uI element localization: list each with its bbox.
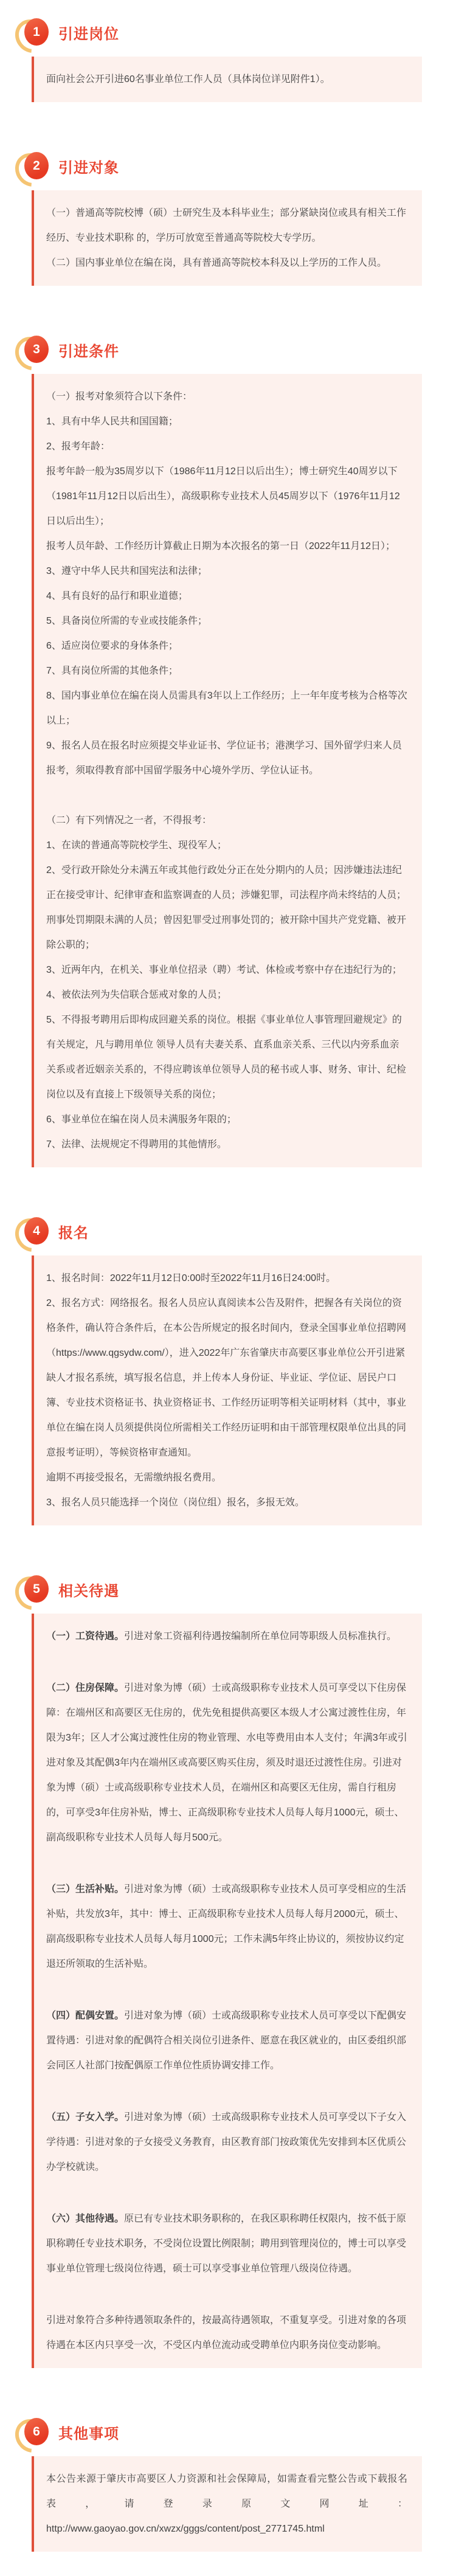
section-number-badge [20,17,50,47]
paragraph-lead: （六）其他待遇。 [46,2214,125,2224]
paragraph [46,1291,407,1465]
paragraph-text: 1、具有中华人民共和国国籍； [46,416,178,427]
paragraph-text: 4、具有良好的品行和职业道德； [46,591,188,601]
section-box [32,57,422,102]
paragraph [46,584,407,609]
paragraph [46,683,407,733]
paragraph [46,658,407,683]
paragraph-text: 原已有专业技术职务职称的，在我区职称聘任权限内，按不低于原职称聘任专业技术职务，不受岗位设置比例限制；聘用到管理岗位的，博士可以享受事业单位管理七级岗位待遇，硕士可以享受事业单位管理八级岗位待遇。 [46,2214,407,2274]
paragraph [46,1266,407,1291]
paragraph-text: 5、不得报考聘用后即构成回避关系的岗位。根据《事业单位人事管理回避规定》的有关规定，凡与聘用单位 领导人员有夫妻关系、直系血亲关系、三代以内旁系血亲关系或者近姻亲关系的，不得应聘该单位领导人员的秘书或人事、财务、审计、纪检岗位以及有直接上下级领导关系的岗位； [46,1015,407,1100]
paragraph-text: 逾期不再接受报名，无需缴纳报名费用。 [46,1473,222,1483]
paragraph [46,559,407,584]
paragraph-text: 引进对象为博（硕）士或高级职称专业技术人员可享受以下住房保障：在端州区和高要区无住房的，优先免租提供高要区本级人才公寓过渡性住房，年限为3年；区人才公寓过渡性住房的物业管理、水电等费用由本人支付；年满3年或引进对象及其配偶3年内在端州区或高要区购买住房，须及时退还过渡性住房。引进对象为博（硕）士或高级职称专业技术人员，在端州区和高要区无住房，需自行租房的，可享受3年住房补贴，博士、正高级职称专业技术人员每人每月1000元，硕士、副高级职称专业技术人员每人每月500元。 [46,1683,407,1843]
paragraph [46,459,407,534]
paragraph [46,1107,407,1132]
section-box [32,190,422,286]
paragraph-text: （一）普通高等院校博（硕）士研究生及本科毕业生；部分紧缺岗位或具有相关工作经历、专业技术职称 的，学历可放宽至普通高等院校大专学历。 [46,208,407,243]
paragraph [46,384,407,409]
paragraph-text: 3、遵守中华人民共和国宪法和法律； [46,566,207,576]
paragraph-lead: （二）住房保障。 [46,1683,125,1693]
section-title: 其他事项 [58,2425,119,2442]
announcement [0,17,456,2552]
section [0,151,456,286]
paragraph [46,1877,407,1977]
section-number: 2 [24,152,49,179]
section-title: 引进岗位 [58,26,119,43]
section-number: 3 [24,336,49,363]
paragraph-text: 4、被依法列为失信联合惩戒对象的人员； [46,990,227,1000]
section-number: 1 [24,18,49,46]
section-title: 报名 [58,1224,89,1241]
paragraph-lead: （三）生活补贴。 [46,1884,125,1894]
paragraph [46,2308,407,2358]
paragraph [46,958,407,982]
paragraph-text: 引进对象为博（硕）士或高级职称专业技术人员可享受相应的生活补贴，共发放3年，其中：博士、正高级职称专业技术人员每人每月2000元，硕士、副高级职称专业技术人员每人每月1000元；工作未满5年终止协议的，须按协议约定退还所领取的生活补贴。 [46,1884,407,1969]
paragraph-text: 2、受行政开除处分未满五年或其他行政处分正在处分期内的人员；因涉嫌违法违纪正在接受审计、纪律审查和监察调查的人员；涉嫌犯罪，司法程序尚未终结的人员；刑事处罚期限未满的人员；曾因犯罪受过刑事处罚的；被开除中国共产党党籍、被开除公职的； [46,865,407,950]
paragraph [46,982,407,1007]
section-number-badge [20,1574,50,1604]
paragraph [46,1007,407,1107]
paragraph [46,1132,407,1157]
paragraph [46,634,407,658]
paragraph-text: 7、具有岗位所需的其他条件； [46,666,178,676]
paragraph-text: 引进对象为博（硕）士或高级职称专业技术人员可享受以下子女入学待遇：引进对象的子女接受义务教育，由区教育部门按政策优先安排到本区优质公办学校就读。 [46,2112,407,2172]
section-title: 相关待遇 [58,1583,119,1600]
paragraph-text: 1、在读的普通高等院校学生、现役军人； [46,840,227,851]
paragraph-text: 2、报名方式：网络报名。报名人员应认真阅读本公告及附件，把握各有关岗位的资格条件，确认符合条件后，在本公告所规定的报名时间内，登录全国事业单位招聘网（https://www.qgsydw.com/），进入2022年广东省肇庆市高要区事业单位公开引进紧缺人才报名系统，填写报名信息，并上传本人身份证、毕业证、学位证、居民户口簿、专业技术资格证书、执业资格证书、工作经历证明等相关证明材料（其中，事业单位在编在岗人员须提供岗位所需相关工作经历证明和由干部管理权限单位出具的同意报考证明），等候资格审查通知。 [46,1298,407,1458]
source-url: http://www.gaoyao.gov.cn/xwzx/gggs/content/post_2771745.html [46,2524,325,2534]
paragraph [46,2105,407,2180]
paragraph [46,733,407,783]
section-number-badge [20,2417,50,2447]
paragraph-lead: （一）工资待遇。 [46,1631,125,1642]
paragraph [46,833,407,858]
paragraph [46,2003,407,2078]
section [0,1216,456,1525]
section-number-badge [20,1216,50,1246]
paragraph-text: 3、报名人员只能选择一个岗位（岗位组）报名，多报无效。 [46,1497,305,1508]
paragraph-text: （一）报考对象须符合以下条件： [46,392,193,402]
paragraph-lead: （五）子女入学。 [46,2112,125,2122]
section [0,334,456,1167]
section [0,17,456,102]
paragraph [46,434,407,459]
paragraph-text: 6、适应岗位要求的身体条件； [46,641,178,651]
section-heading [20,151,456,181]
section-number-badge [20,151,50,181]
section-number-badge [20,334,50,365]
section-heading [20,1216,456,1246]
paragraph [46,1465,407,1490]
paragraph [46,201,407,250]
paragraph-text: 2、报考年龄： [46,441,110,452]
paragraph-text: 9、报名人员在报名时应须提交毕业证书、学位证书；港澳学习、国外留学归来人员报考，须取得教育部中国留学服务中心境外学历、学位认证书。 [46,741,402,776]
paragraph-text: 报考年龄一般为35周岁以下（1986年11月12日以后出生）；博士研究生40周岁以下（1981年11月12日以后出生），高级职称专业技术人员45周岁以下（1976年11月12日以后出生）； [46,466,400,527]
paragraph-text: （二）国内事业单位在编在岗，具有普通高等院校本科及以上学历的工作人员。 [46,258,387,268]
section [0,2417,456,2552]
paragraph [46,2467,407,2541]
section [0,1574,456,2368]
section-heading [20,1574,456,1604]
paragraph-text: 本公告来源于肇庆市高要区人力资源和社会保障局，如需查看完整公告或下载报名表，请登录原文网址： [46,2474,407,2509]
paragraph [46,609,407,634]
paragraph [46,808,407,833]
paragraph-text: （二）有下列情况之一者，不得报考： [46,815,212,826]
paragraph-text: 引进对象为博（硕）士或高级职称专业技术人员可享受以下配偶安置待遇：引进对象的配偶符合相关岗位引进条件、愿意在我区就业的，由区委组织部会同区人社部门按配偶原工作单位性质协调安排工作。 [46,2011,407,2071]
paragraph-text: 1、报名时间：2022年11月12日0:00时至2022年11月16日24:00时。 [46,1273,336,1283]
section-box [32,1614,422,2368]
paragraph-text: 引进对象符合多种待遇领取条件的，按最高待遇领取，不重复享受。引进对象的各项待遇在本区内只享受一次，不受区内单位流动或受聘单位内职务岗位变动影响。 [46,2315,407,2350]
paragraph [46,1624,407,1649]
section-number: 6 [24,2418,49,2445]
paragraph [46,2206,407,2281]
paragraph [46,409,407,434]
paragraph [46,67,407,92]
section-number: 4 [24,1217,49,1245]
section-heading [20,334,456,365]
section-heading [20,2417,456,2447]
paragraph [46,1676,407,1850]
paragraph [46,250,407,275]
paragraph [46,534,407,559]
section-title: 引进条件 [58,343,119,360]
section-box [32,2456,422,2552]
paragraph-text: 8、国内事业单位在编在岗人员需具有3年以上工作经历；上一年年度考核为合格等次以上； [46,691,407,726]
paragraph-text: 面向社会公开引进60名事业单位工作人员（具体岗位详见附件1）。 [46,74,330,85]
paragraph [46,858,407,958]
paragraph-text: 5、具备岗位所需的专业或技能条件； [46,616,207,626]
section-heading [20,17,456,47]
section-title: 引进对象 [58,159,119,176]
paragraph-text: 3、近两年内，在机关、事业单位招录（聘）考试、体检或考察中存在违纪行为的； [46,965,402,975]
paragraph [46,1490,407,1515]
paragraph-text: 报考人员年龄、工作经历计算截止日期为本次报名的第一日（2022年11月12日）； [46,541,396,551]
section-box [32,1255,422,1525]
paragraph-text: 引进对象工资福利待遇按编制所在单位同等职级人员标准执行。 [124,1631,397,1642]
section-number: 5 [24,1575,49,1603]
paragraph-text: 7、法律、法规规定不得聘用的其他情形。 [46,1139,227,1150]
paragraph-text: 6、事业单位在编在岗人员未满服务年限的； [46,1114,237,1125]
section-box [32,374,422,1167]
paragraph-lead: （四）配偶安置。 [46,2011,125,2021]
